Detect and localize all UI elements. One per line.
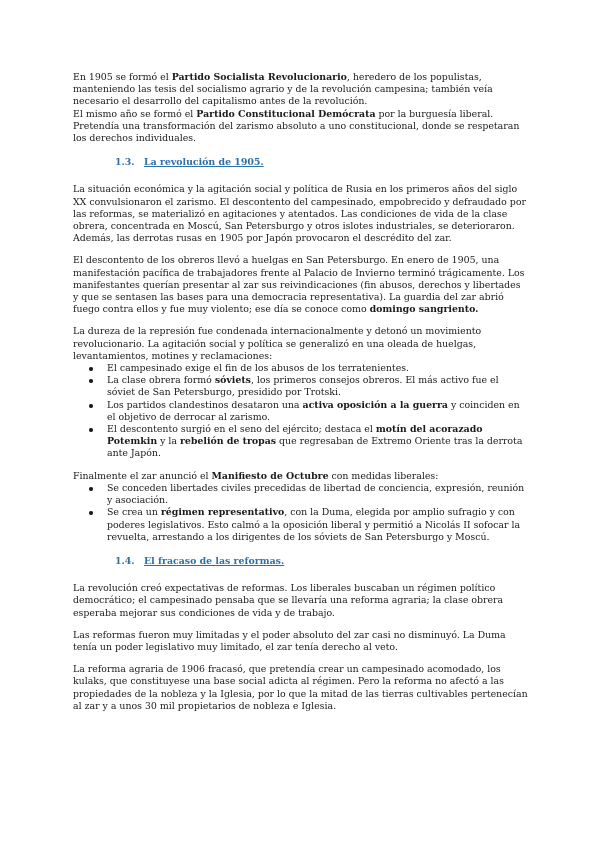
term-manifiesto-octubre: Manifiesto de Octubre	[211, 470, 329, 482]
intro-paragraph-2: El mismo año se formó el Partido Constitucional Demócrata por la burguesía liberal. Pretendía una transformación del zarismo absoluto a uno constitucional, donde se respetaran los derechos individuales.	[73, 108, 520, 145]
document-page	[73, 72, 528, 713]
paragraph: La situación económica y la agitación social y política de Rusia en los primeros años del siglo XX convulsionaron el zarismo. El descontento del campesinado, empobrecido y defraudado por las reformas, se materializó en agitaciones y atentados. Las condiciones de vida de la clase obrera, concentrada en Moscú, San Petersburgo y otros islotes industriales, se deterioraron. Además, las derrotas rusas en 1905 por Japón provocaron el descrédito del zar.	[73, 184, 526, 245]
paragraph: Finalmente el zar anunció el Manifiesto de Octubre con medidas liberales:	[73, 470, 439, 482]
paragraph: Las reformas fueron muy limitadas y el poder absoluto del zar casi no disminuyó. La Duma tenía un poder legislativo muy limitado, el zar tenía derecho al veto.	[73, 629, 506, 653]
paragraph: La revolución creó expectativas de reformas. Los liberales buscaban un régimen político democrático; el campesinado pensaba que se llevaría una reforma agraria; la clase obrera esperaba mejorar sus condiciones de vida y de trabajo.	[73, 583, 504, 619]
list-item: Los partidos clandestinos desataron una activa oposición a la guerra y coinciden en el objetivo de derrocar al zarismo.	[73, 400, 528, 424]
section-heading-1-4	[73, 556, 528, 568]
list-item: El descontento surgió en el seno del ejército; destaca el motín del acorazado Potemkin y la rebelión de tropas que regresaban de Extremo Oriente tras la derrota ante Japón.	[73, 424, 528, 461]
bullet-icon	[89, 487, 93, 491]
list-item: Se conceden libertades civiles precedidas de libertad de conciencia, expresión, reunión y asociación.	[73, 483, 528, 507]
section-number: 1.3.	[115, 157, 135, 169]
bullet-icon	[89, 367, 93, 371]
bullet-icon	[89, 404, 93, 408]
paragraph: La dureza de la represión fue condenada internacionalmente y detonó un movimiento revolucionario. La agitación social y política se generalizó en una oleada de huelgas, levantamientos, motines y reclamaciones:	[73, 326, 482, 362]
list-item: Se crea un régimen representativo, con la Duma, elegida por amplio sufragio y con poderes legislativos. Esto calmó a la oposición liberal y permitió a Nicolás II sofocar la revuelta, arrestando a los dirigentes de los sóviets de San Petersburgo y Moscú.	[73, 507, 528, 544]
section-title: La revolución de 1905.	[144, 157, 264, 169]
term-partido-socialista: Partido Socialista Revolucionario	[171, 72, 347, 83]
section-title: El fracaso de las reformas.	[144, 555, 285, 567]
bullet-list	[73, 363, 528, 461]
intro-paragraph-1: En 1905 se formó el Partido Socialista Revolucionario, heredero de los populistas, manteniendo las tesis del socialismo agrario y de la revolución campesina; también veía necesario el desarrollo del capitalismo antes de la revolución.	[73, 72, 493, 108]
bullet-icon	[89, 511, 93, 515]
list-item: La clase obrera formó sóviets, los primeros consejos obreros. El más activo fue el sóviet de San Petersburgo, presidido por Trotski.	[73, 375, 528, 399]
bullet-icon	[89, 379, 93, 383]
paragraph: El descontento de los obreros llevó a huelgas en San Petersburgo. En enero de 1905, una manifestación pacífica de trabajadores frente al Palacio de Invierno terminó trágicamente. Los manifestantes querían presentar al zar sus reivindicaciones (fin abusos, derechos y libertades y que se sentasen las bases para una democracia representativa). La guardia del zar abrió fuego contra ellos y fue muy violento; ese día se conoce como domingo sangriento.	[73, 255, 525, 316]
section-heading-1-3	[73, 157, 528, 169]
term-partido-constitucional: Partido Constitucional Demócrata	[196, 108, 376, 120]
paragraph: La reforma agraria de 1906 fracasó, que pretendía crear un campesinado acomodado, los kulaks, que constituyese una base social adicta al régimen. Pero la reforma no afectó a las propiedades de la nobleza y la Iglesia, por lo que la mitad de las tierras cultivables pertenecían al zar y a unos 30 mil propietarios de nobleza e Iglesia.	[73, 664, 528, 712]
bullet-icon	[89, 428, 93, 432]
list-item: El campesinado exige el fin de los abusos de los terratenientes.	[73, 363, 528, 375]
bullet-list	[73, 483, 528, 544]
term-domingo-sangriento: domingo sangriento.	[369, 304, 479, 316]
section-number: 1.4.	[115, 555, 135, 567]
